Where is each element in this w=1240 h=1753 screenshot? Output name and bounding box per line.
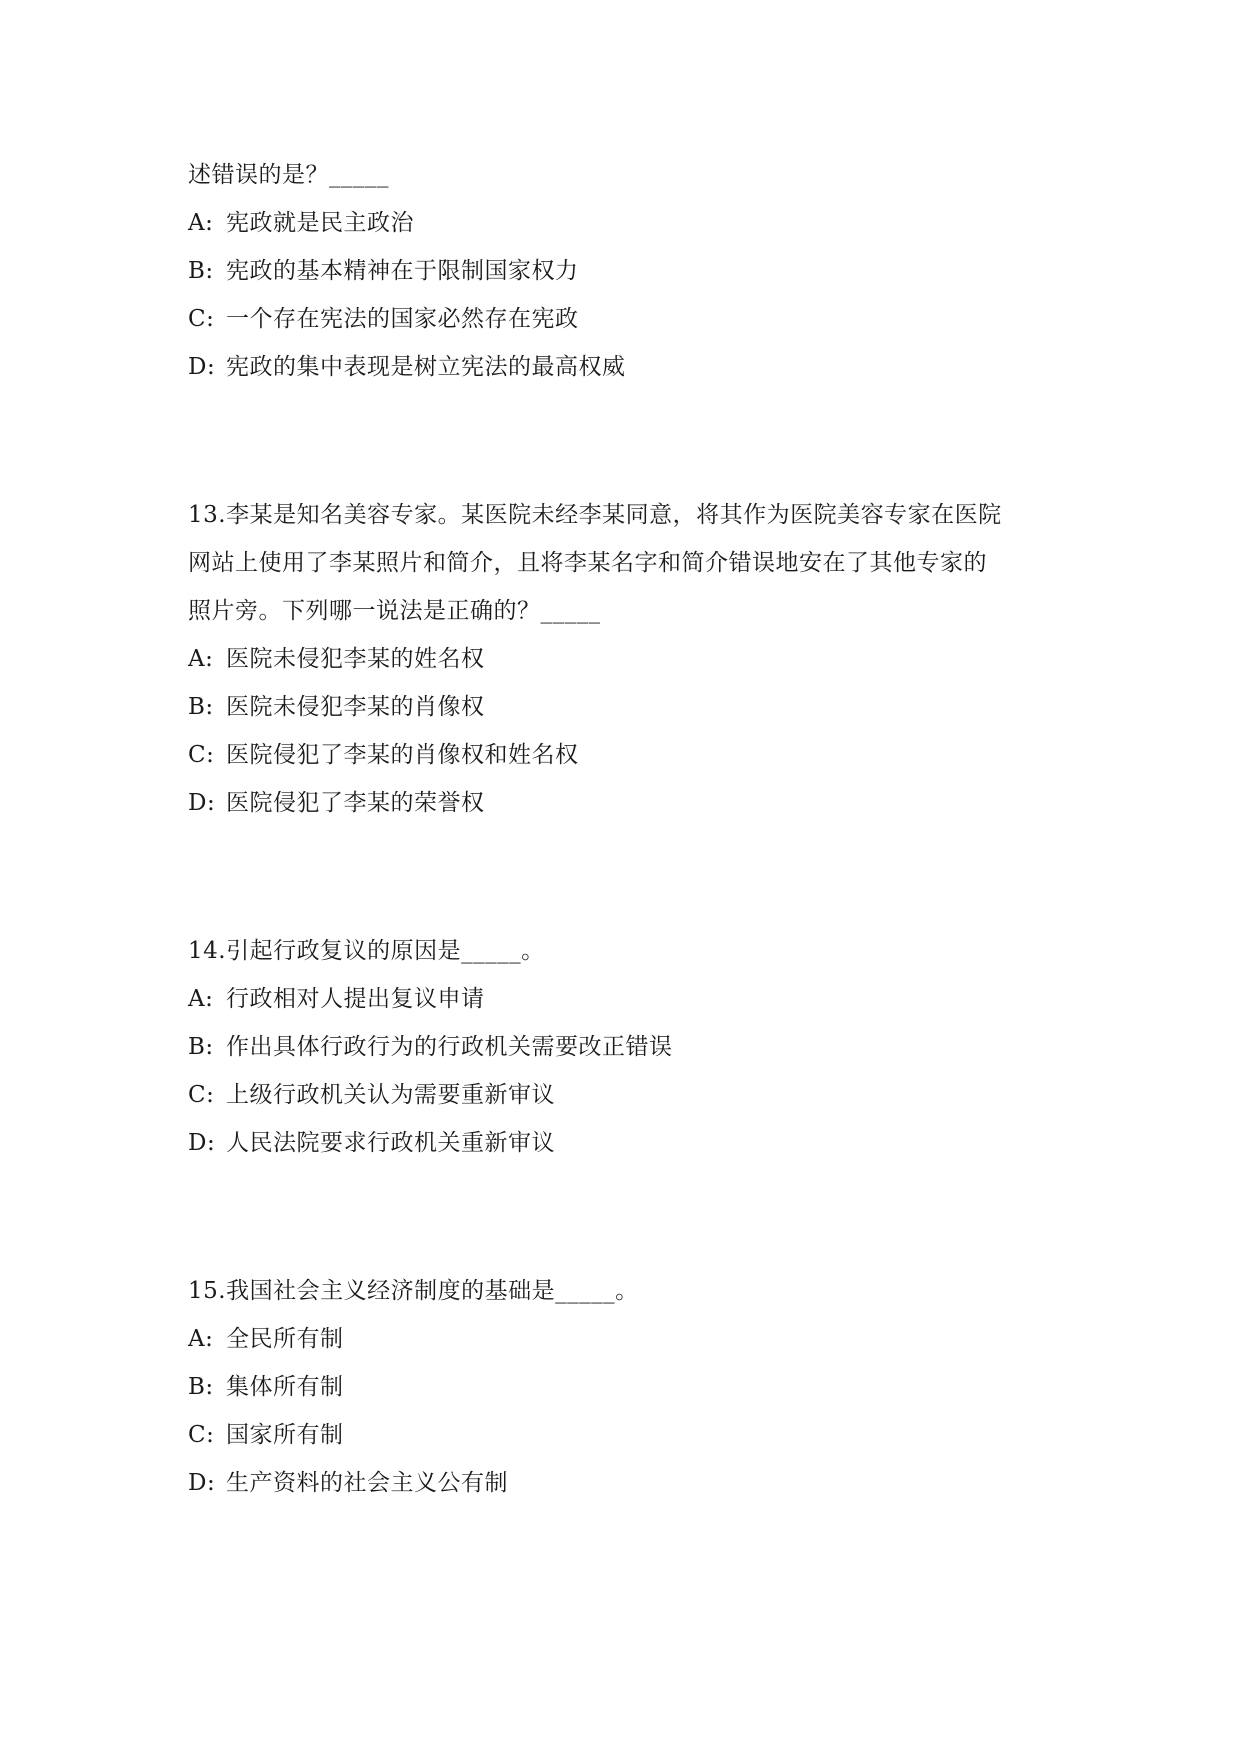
q15-option-a bbox=[188, 1324, 344, 1354]
option-text: 人民法院要求行政机关重新审议 bbox=[226, 1130, 555, 1156]
q13-stem-line-3: 照片旁。下列哪一说法是正确的？_____ bbox=[188, 598, 601, 624]
q14-option-c bbox=[188, 1080, 555, 1110]
q13-option-c bbox=[188, 740, 579, 770]
option-text: 一个存在宪法的国家必然存在宪政 bbox=[226, 306, 579, 332]
option-letter: A: bbox=[188, 1326, 214, 1352]
option-letter: C: bbox=[188, 306, 215, 332]
q15-option-c bbox=[188, 1420, 344, 1450]
option-letter: C: bbox=[188, 1082, 215, 1108]
q15-stem: 15.我国社会主义经济制度的基础是_____。 bbox=[188, 1278, 639, 1304]
option-letter: C: bbox=[188, 742, 215, 768]
q12-option-a bbox=[188, 208, 414, 238]
q12-option-b bbox=[188, 256, 579, 286]
option-letter: D: bbox=[188, 790, 216, 816]
q12-stem-tail: 述错误的是？_____ bbox=[188, 162, 389, 188]
option-letter: D: bbox=[188, 1470, 216, 1496]
option-text: 宪政的基本精神在于限制国家权力 bbox=[226, 258, 579, 284]
q14-option-b bbox=[188, 1032, 673, 1062]
option-text: 医院未侵犯李某的姓名权 bbox=[226, 646, 485, 672]
option-letter: D: bbox=[188, 354, 216, 380]
option-text: 行政相对人提出复议申请 bbox=[226, 986, 485, 1012]
q13-stem-line-2: 网站上使用了李某照片和简介，且将李某名字和简介错误地安在了其他专家的 bbox=[188, 550, 987, 576]
option-letter: C: bbox=[188, 1422, 215, 1448]
q15-option-b bbox=[188, 1372, 344, 1402]
option-letter: D: bbox=[188, 1130, 216, 1156]
option-text: 全民所有制 bbox=[226, 1326, 344, 1352]
option-text: 国家所有制 bbox=[226, 1422, 344, 1448]
q14-option-a bbox=[188, 984, 485, 1014]
q15-option-d bbox=[188, 1468, 508, 1498]
option-text: 集体所有制 bbox=[226, 1374, 344, 1400]
option-letter: B: bbox=[188, 694, 214, 720]
option-letter: A: bbox=[188, 646, 214, 672]
q13-option-a bbox=[188, 644, 485, 674]
option-text: 生产资料的社会主义公有制 bbox=[226, 1470, 508, 1496]
option-letter: B: bbox=[188, 1034, 214, 1060]
q13-option-d bbox=[188, 788, 485, 818]
q13-option-b bbox=[188, 692, 485, 722]
option-letter: B: bbox=[188, 258, 214, 284]
q14-stem: 14.引起行政复议的原因是_____。 bbox=[188, 938, 545, 964]
option-text: 医院侵犯了李某的肖像权和姓名权 bbox=[226, 742, 579, 768]
q12-option-d bbox=[188, 352, 626, 382]
option-text: 上级行政机关认为需要重新审议 bbox=[226, 1082, 555, 1108]
option-text: 作出具体行政行为的行政机关需要改正错误 bbox=[226, 1034, 673, 1060]
option-letter: A: bbox=[188, 210, 214, 236]
q13-stem-line-1: 13.李某是知名美容专家。某医院未经李某同意，将其作为医院美容专家在医院 bbox=[188, 502, 1002, 528]
option-text: 医院侵犯了李某的荣誉权 bbox=[226, 790, 485, 816]
option-text: 医院未侵犯李某的肖像权 bbox=[226, 694, 485, 720]
option-letter: A: bbox=[188, 986, 214, 1012]
q12-option-c bbox=[188, 304, 579, 334]
option-text: 宪政的集中表现是树立宪法的最高权威 bbox=[226, 354, 626, 380]
q14-option-d bbox=[188, 1128, 555, 1158]
option-letter: B: bbox=[188, 1374, 214, 1400]
option-text: 宪政就是民主政治 bbox=[226, 210, 414, 236]
